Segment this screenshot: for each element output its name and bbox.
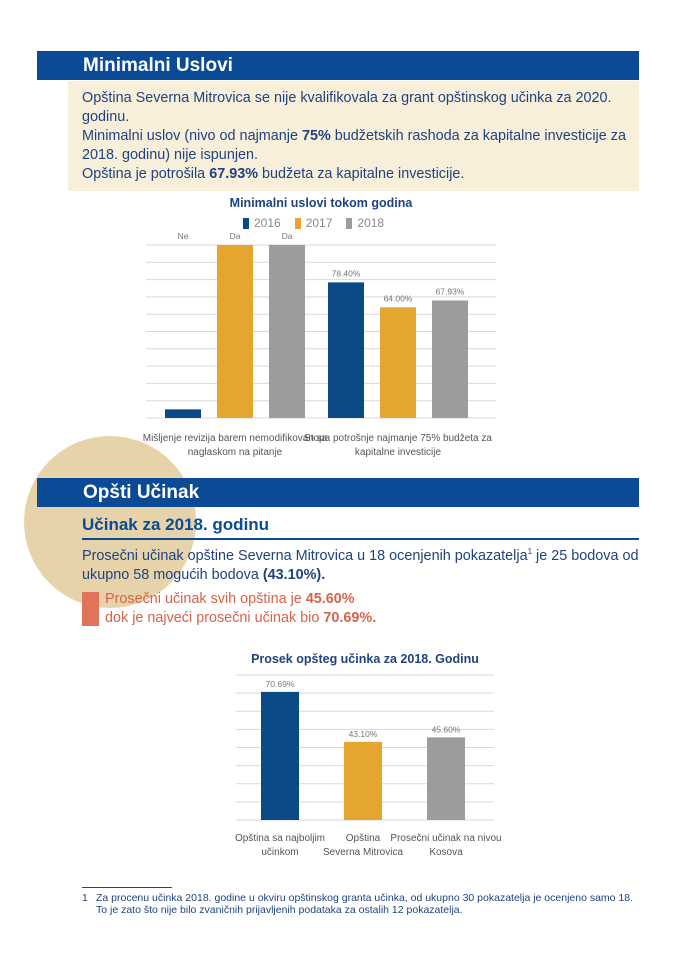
bar-0 [261,692,299,820]
bar-label: 67.93% [435,286,465,297]
performance-paragraph: Prosečni učinak opštine Severna Mitrovica u 18 ocenjenih pokazatelja$^1$ je 25 bodova od ukupno 58 mogućih bodova (43.10%). [82,547,639,583]
category-label: Kosova [429,847,463,858]
category-label: Opština sa najboljim [234,833,326,844]
category-label: učinkom [261,847,299,858]
category-label: Stopa potrošnje najmanje 75% budžeta za [304,433,492,444]
category-label: kapitalne investicije [354,447,442,458]
category-label: Severna Mitrovica [322,847,404,858]
chart2-title: Prosek opšteg učinka za 2018. Godinu [251,652,479,666]
footnote-text: Za procenu učinka 2018. godine u okviru opštinskog granta učinka, od ukupno 30 pokazatelja je ocenjeno samo 18. To je zato što nije bilo zvaničnih prijavljenih podataka za ostalih 12 pokazatelja. [96,892,634,916]
sub-heading: Učinak za 2018. godinu [82,514,639,540]
bar-label: Da [229,231,241,241]
legend-item-2016: 2016 [243,216,281,230]
info-paragraph-3: Opština je potrošila 67.93% budžeta za kapitalne investicije. [82,166,465,182]
bar-label: 78.40% [331,268,361,279]
bar-label: 43.10% [348,728,378,739]
footnote-number: 1 [82,892,88,904]
callout-bar [82,592,99,626]
bar-label: 70.69% [265,678,295,689]
bar-label: Da [281,231,293,241]
bar-2016-1 [328,282,364,418]
info-paragraph-1: Opština Severna Mitrovica se nije kvalifikovala za grant opštinskog učinka za 2020. godinu. [82,90,612,125]
bar-label: 45.60% [431,724,461,735]
bar-2 [427,737,465,820]
chart1 [0,0,676,470]
bar-2017-1 [380,307,416,418]
legend-item-2017: 2017 [295,216,333,230]
bar-2018-1 [432,300,468,418]
callout-text: Prosečni učinak svih opština je 45.60% dok je najveći prosečni učinak bio 70.69%. [105,591,377,626]
footnote [82,892,642,916]
footnote-divider [82,887,172,888]
bar-label: 64.00% [383,293,413,304]
category-label: Mišljenje revizija barem nemodifikovan sa [142,433,328,444]
info-paragraph-2: Minimalni uslov (nivo od najmanje 75% budžetskih rashoda za kapitalne investicije za 2018. godinu) nije ispunjen. [82,128,626,163]
category-label: Opština [345,833,381,844]
chart1-title: Minimalni uslovi tokom godina [229,196,413,210]
section-title-minimal: Minimalni Uslovi [37,51,639,80]
category-label: naglaskom na pitanje [187,447,283,458]
section-title-overall: Opšti Učinak [37,478,639,507]
bar-2018-0 [269,245,305,418]
bar-2016-0 [165,409,201,418]
bar-2017-0 [217,245,253,418]
bar-1 [344,742,382,820]
bar-label: Ne [177,231,189,241]
category-label: Prosečni učinak na nivou [390,833,502,844]
legend-item-2018: 2018 [346,216,384,230]
